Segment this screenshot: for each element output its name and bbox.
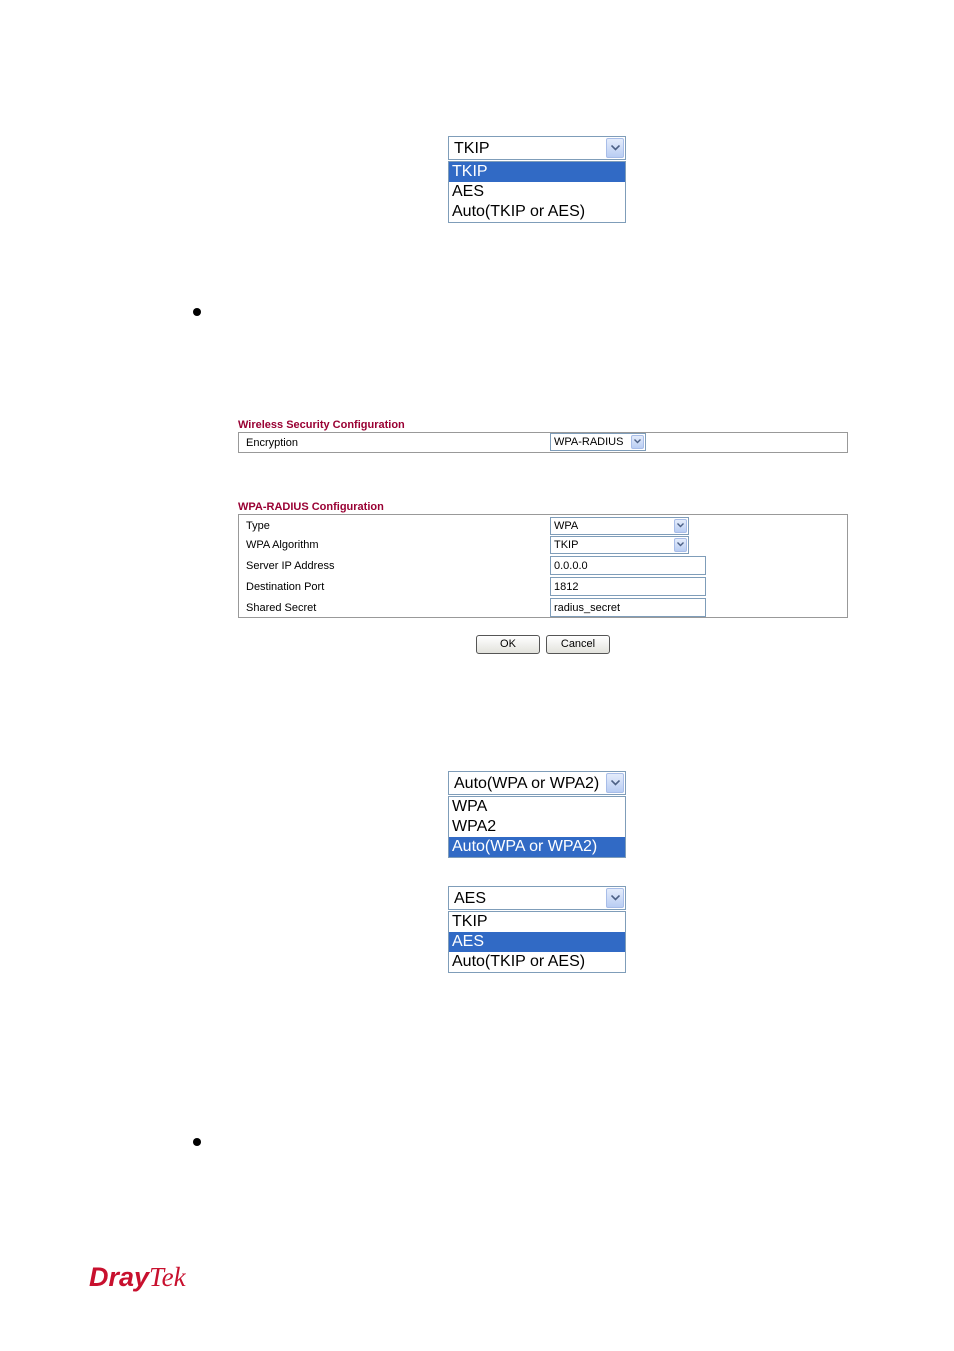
wireless-security-title: Wireless Security Configuration <box>238 419 405 431</box>
bullet-point <box>193 308 201 316</box>
dropdown-selected-value: TKIP <box>454 140 490 157</box>
dropdown-option-auto[interactable]: Auto(TKIP or AES) <box>452 203 586 220</box>
wpa-algorithm-select-value: TKIP <box>554 539 579 551</box>
encryption-row <box>239 433 847 453</box>
logo-part-dray: Dray <box>89 1262 150 1292</box>
type-dropdown-expanded[interactable] <box>448 771 626 858</box>
dropdown-option-tkip[interactable]: TKIP <box>452 913 488 930</box>
dropdown-header[interactable] <box>448 136 626 160</box>
shared-secret-label: Shared Secret <box>246 602 317 614</box>
chevron-down-icon[interactable] <box>606 138 624 158</box>
wpa-radius-title: WPA-RADIUS Configuration <box>238 501 384 513</box>
chevron-down-icon[interactable] <box>606 773 624 793</box>
dropdown-options-list <box>448 161 626 223</box>
chevron-down-icon[interactable] <box>606 888 624 908</box>
cancel-button[interactable]: Cancel <box>546 635 610 654</box>
dropdown-options-list <box>448 911 626 973</box>
type-select-value: WPA <box>554 520 579 532</box>
wpa-algorithm-dropdown-tkip[interactable] <box>448 136 626 223</box>
wpa-algorithm-label: WPA Algorithm <box>246 539 319 551</box>
dropdown-selected-value: AES <box>454 890 487 907</box>
dropdown-option-aes[interactable]: AES <box>449 932 625 952</box>
dropdown-option-wpa[interactable]: WPA <box>452 798 488 815</box>
dropdown-header[interactable] <box>448 771 626 795</box>
dropdown-header[interactable] <box>448 886 626 910</box>
encryption-select-value: WPA-RADIUS <box>554 436 624 448</box>
dropdown-options-list <box>448 796 626 858</box>
server-ip-value: 0.0.0.0 <box>554 560 588 572</box>
wpa-algorithm-dropdown-aes[interactable] <box>448 886 626 973</box>
type-row <box>239 517 847 537</box>
dropdown-option-tkip[interactable]: TKIP <box>449 162 625 182</box>
dropdown-option-aes[interactable]: AES <box>452 183 485 200</box>
destination-port-value: 1812 <box>554 581 579 593</box>
shared-secret-input[interactable] <box>550 598 706 617</box>
ok-button[interactable]: OK <box>476 635 540 654</box>
server-ip-input[interactable] <box>550 556 706 575</box>
encryption-label: Encryption <box>246 437 298 449</box>
type-label: Type <box>246 520 270 532</box>
wpa-algorithm-row <box>239 536 847 556</box>
destination-port-label: Destination Port <box>246 581 325 593</box>
wireless-security-panel <box>238 432 848 453</box>
dropdown-option-auto[interactable]: Auto(TKIP or AES) <box>452 953 586 970</box>
chevron-down-icon[interactable] <box>674 538 687 552</box>
encryption-select[interactable] <box>550 433 646 451</box>
shared-secret-row <box>239 598 847 618</box>
dropdown-option-auto[interactable]: Auto(WPA or WPA2) <box>449 837 625 857</box>
shared-secret-value: radius_secret <box>554 602 621 614</box>
server-ip-row <box>239 556 847 576</box>
chevron-down-icon[interactable] <box>631 435 644 449</box>
bullet-point <box>193 1138 201 1146</box>
server-ip-label: Server IP Address <box>246 560 335 572</box>
wpa-radius-panel <box>238 514 848 618</box>
destination-port-input[interactable] <box>550 577 706 596</box>
destination-port-row <box>239 577 847 597</box>
wpa-algorithm-select[interactable] <box>550 536 689 554</box>
dropdown-selected-value: Auto(WPA or WPA2) <box>454 775 600 792</box>
chevron-down-icon[interactable] <box>674 519 687 533</box>
type-select[interactable] <box>550 517 689 535</box>
logo-part-tek: Tek <box>149 1262 186 1292</box>
draytek-logo <box>89 1262 186 1293</box>
dropdown-option-wpa2[interactable]: WPA2 <box>452 818 497 835</box>
